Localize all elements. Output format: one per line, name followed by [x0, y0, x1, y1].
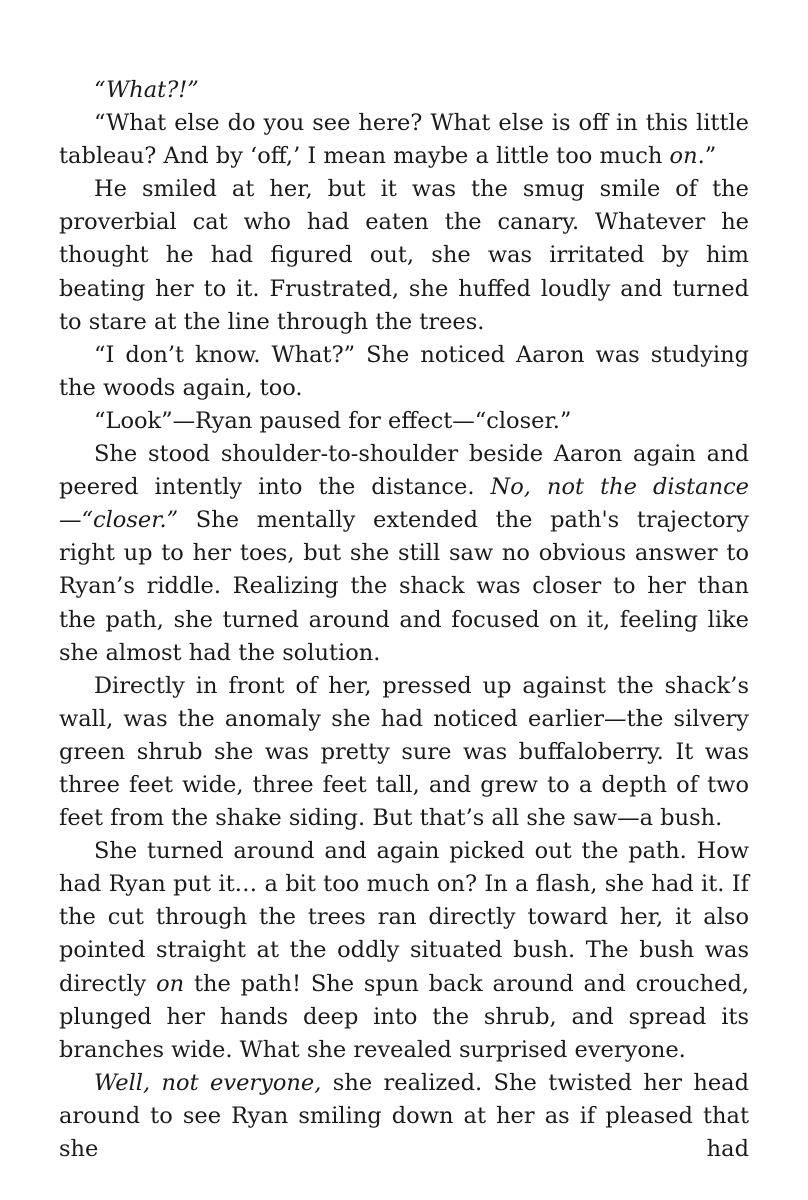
- paragraph: [59, 173, 749, 338]
- paragraph: [59, 339, 749, 405]
- italic-run: No, not the distance—“closer.”: [59, 474, 749, 534]
- text-run: .”: [697, 143, 717, 170]
- paragraph: [59, 74, 749, 107]
- text-run: “Look”—Ryan paused for effect—“closer.”: [94, 407, 572, 434]
- paragraph: [59, 107, 749, 173]
- italic-run: on: [669, 143, 698, 170]
- text-run: She turned around and again picked out the path. How had Ryan put it… a bit too much on? In a flash, she had it. If the cut through the trees ran directly toward her, it also pointed straight at the oddly situated bush. The bush was directly: [59, 838, 749, 997]
- text-run: “What else do you see here? What else is off in this little tableau? And by ‘off,’ I mean maybe a little too much: [59, 110, 749, 170]
- text-run: She stood shoulder-to-shoulder beside Aaron again and peered intently into the distance.: [59, 441, 749, 501]
- italic-run: on: [156, 970, 185, 997]
- text-run: Directly in front of her, pressed up against the shack’s wall, was the anomaly she had noticed earlier—the silvery green shrub she was pretty sure was buffaloberry. It was three feet wide, three feet tall, and grew to a depth of two feet from the shake siding. But that’s all she saw—a bush.: [59, 672, 749, 832]
- italic-run: “What?!”: [94, 77, 199, 103]
- text-run: she realized. She twisted her head around to see Ryan smiling down at her as if pleased that she had: [59, 1069, 749, 1162]
- paragraph: [59, 405, 749, 438]
- paragraph: [59, 438, 749, 670]
- text-run: She mentally extended the path's trajectory right up to her toes, but she still saw no obvious answer to Ryan’s riddle. Realizing the shack was closer to her than the path, she turned around and focused on it, feeling like she almost had the solution.: [59, 507, 749, 666]
- text-run: the path! She spun back around and crouched, plunged her hands deep into the shrub, and spread its branches wide. What she revealed surprised everyone.: [59, 970, 749, 1063]
- page-text: [59, 74, 749, 1166]
- paragraph: [59, 670, 749, 835]
- text-run: He smiled at her, but it was the smug smile of the proverbial cat who had eaten the canary. Whatever he thought he had figured out, she was irritated by him beating her to it. Frustrated, she huffed loudly and turned to stare at the line through the trees.: [59, 176, 749, 335]
- italic-run: Well, not everyone,: [94, 1069, 322, 1096]
- paragraph: [59, 835, 749, 1067]
- paragraph: [59, 1067, 749, 1166]
- text-run: “I don’t know. What?” She noticed Aaron was studying the woods again, too.: [59, 341, 749, 401]
